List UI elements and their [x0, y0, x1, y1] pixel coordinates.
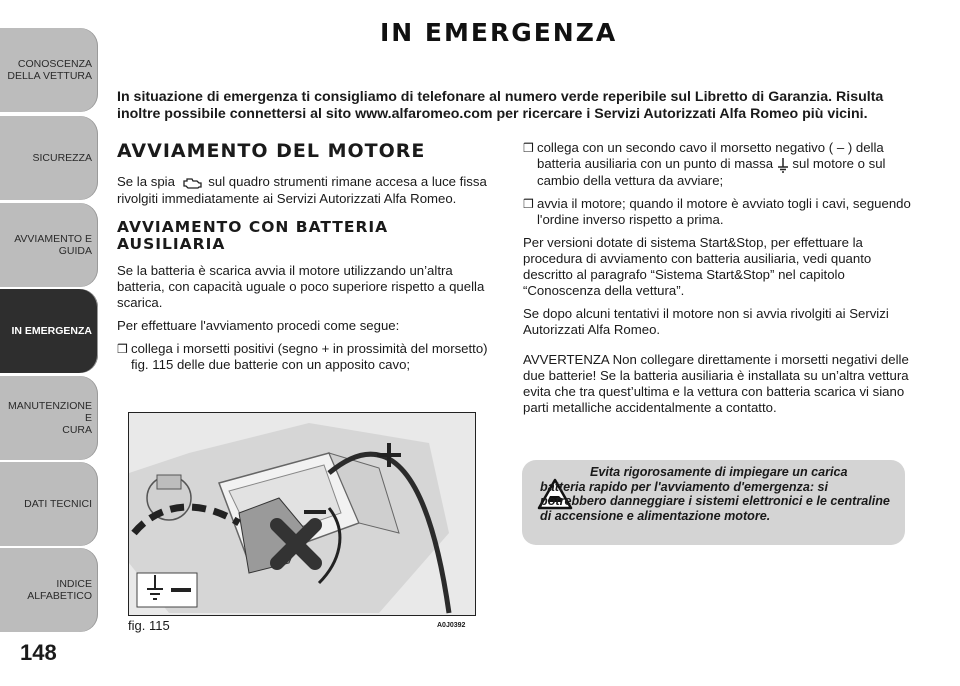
tab-label: SICUREZZA — [32, 152, 92, 164]
intro-paragraph: In situazione di emergenza ti consigliamo di telefonare al numero verde reperibile sul Libretto di Garanzia. Risulta inoltre possibile connettersi al sito www.alfaromeo.com per ricercare i Servizi Autorizzati Alfa Romeo più vicini. — [117, 89, 884, 122]
tab-label: CONOSCENZA DELLA VETTURA — [7, 58, 92, 82]
list-item-text: avvia il motore; quando il motore è avviato togli i cavi, seguendo l'ordine inverso rispetto a prima. — [537, 195, 911, 227]
tab-dati-tecnici[interactable] — [0, 462, 98, 546]
paragraph: Se dopo alcuni tentativi il motore non si avvia rivolgiti ai Servizi Autorizzati Alfa Romeo. — [523, 305, 889, 337]
section-heading: AVVIAMENTO DEL MOTORE — [117, 140, 426, 162]
subsection-heading: AVVIAMENTO CON BATTERIA AUSILIARIA — [117, 217, 389, 253]
figure-jump-start — [128, 412, 476, 616]
tab-avviamento[interactable] — [0, 203, 98, 287]
tab-indice-alfabetico[interactable] — [0, 548, 98, 632]
left-column — [117, 140, 492, 380]
figure-caption: fig. 115 — [128, 618, 170, 633]
paragraph: Per versioni dotate di sistema Start&Stop, per effettuare la procedura di avviamento con batteria ausiliaria, vedi quanto descritto al paragrafo “Sistema Start&Stop” nel capitolo “Conoscenza della vettura”. — [523, 234, 872, 298]
page-number: 148 — [20, 640, 57, 665]
list-item — [117, 341, 492, 373]
warning-text: Evita rigorosamente di impiegare un carica batteria rapido per l'avviamento d'emergenza: si potrebbero danneggiare i sistemi elettronici e le centraline di accensione e alimentazione motore. — [540, 465, 890, 523]
tab-manutenzione[interactable] — [0, 376, 98, 460]
tab-conoscenza[interactable] — [0, 28, 98, 112]
list-item — [523, 140, 913, 189]
right-column — [523, 140, 913, 423]
list-item-text: collega i morsetti positivi (segno + in prossimità del morsetto) fig. 115 delle due batterie con un apposito cavo; — [131, 340, 488, 372]
tab-sicurezza[interactable] — [0, 116, 98, 200]
tab-label: INDICE ALFABETICO — [27, 578, 92, 602]
checkbox-bullet-icon: ❒ — [117, 341, 128, 356]
paragraph-text: sul quadro strumenti rimane accesa a luce fissa rivolgiti immediatamente ai Servizi Autorizzati Alfa Romeo. — [117, 174, 487, 206]
paragraph: Se la batteria è scarica avvia il motore utilizzando un’altra batteria, con capacità uguale o poco superiore rispetto a quella scarica. — [117, 262, 485, 310]
ground-symbol-icon — [777, 157, 789, 173]
warning-light-paragraph — [117, 174, 492, 207]
tab-label: DATI TECNICI — [24, 498, 92, 510]
tab-in-emergenza[interactable] — [0, 289, 98, 373]
list-item-text-part: sul motore o sul cambio della vettura da avviare; — [537, 156, 886, 188]
engine-check-icon — [181, 175, 203, 191]
paragraph: Per effettuare l'avviamento procedi come segue: — [117, 317, 400, 333]
tab-label: IN EMERGENZA — [11, 325, 92, 337]
tab-label: AVVIAMENTO E GUIDA — [14, 233, 92, 257]
page-title: IN EMERGENZA — [380, 18, 618, 47]
list-item — [523, 196, 913, 228]
list-item-text — [537, 140, 913, 189]
checkbox-bullet-icon: ❒ — [523, 141, 534, 155]
checkbox-bullet-icon: ❒ — [523, 196, 534, 211]
tab-label: MANUTENZIONE E CURA — [8, 400, 92, 436]
battery-illustration — [129, 413, 475, 615]
paragraph-text: Se la spia — [117, 174, 175, 189]
warning-paragraph: AVVERTENZA Non collegare direttamente i morsetti negativi delle due batterie! Se la batteria ausiliaria è installata su un’altra vettura evita che tra quest’ultima e la vettura con batteria scarica vi siano parti metalliche accidentalmente a contatto. — [523, 351, 909, 415]
figure-code: A0J0392 — [437, 622, 466, 629]
list-item-text-part: collega con un secondo cavo il morsetto negativo ( – ) della batteria ausiliaria con un punto di massa — [537, 140, 884, 171]
